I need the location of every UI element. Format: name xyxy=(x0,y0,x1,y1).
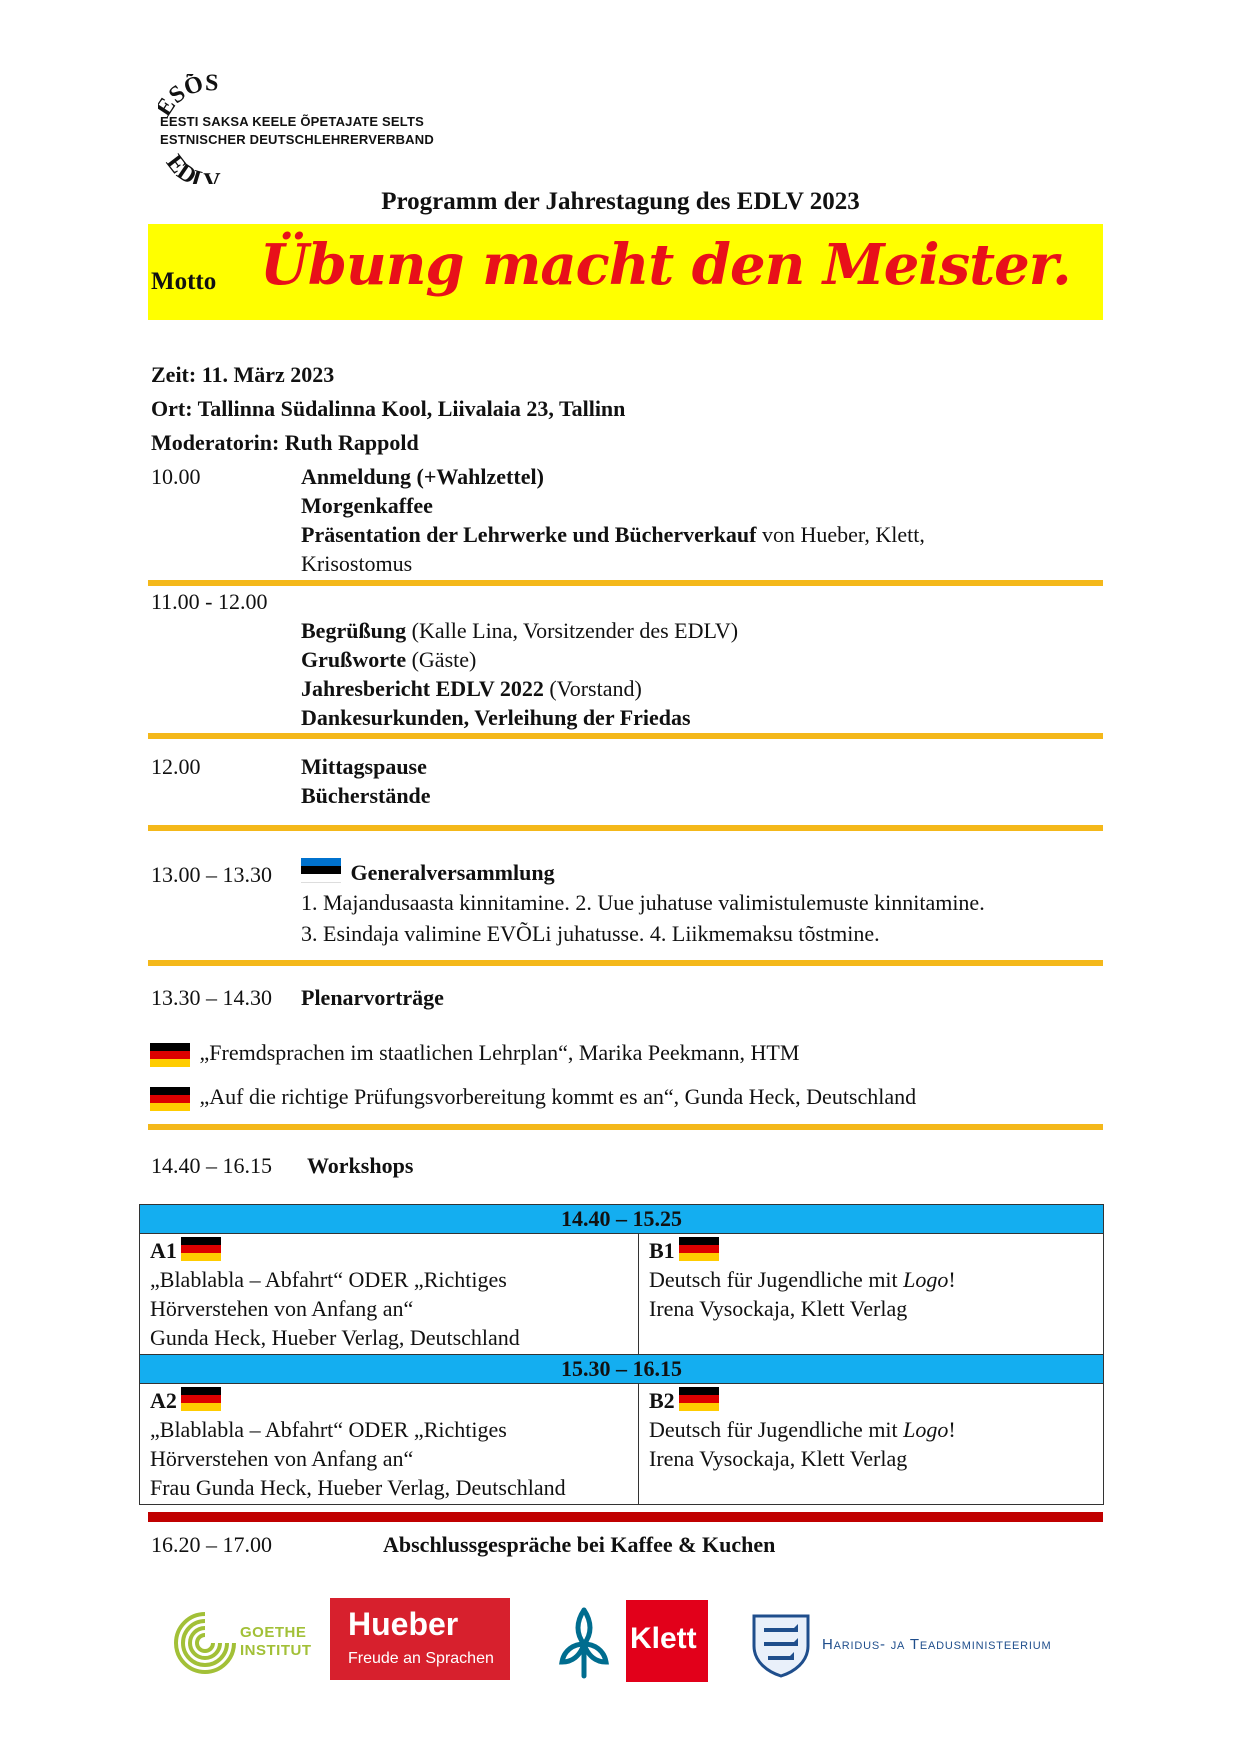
time-1300: 13.00 – 13.30 xyxy=(151,862,272,887)
motto-text: Übung macht den Meister. xyxy=(260,232,1071,298)
estonian-coat-of-arms-icon xyxy=(750,1612,812,1678)
b1-pre: Deutsch für Jugendliche mit xyxy=(649,1267,904,1292)
separator xyxy=(148,580,1103,586)
goethe-spiral-icon xyxy=(170,1608,240,1678)
german-flag-icon xyxy=(150,1043,190,1067)
workshop-a1-line3: Gunda Heck, Hueber Verlag, Deutschland xyxy=(150,1325,520,1350)
generalversammlung-title: Generalversammlung xyxy=(350,860,555,885)
item-krisostomus: Krisostomus xyxy=(301,551,413,576)
b1-post: ! xyxy=(948,1267,956,1292)
workshop-b2-line2: Irena Vysockaja, Klett Verlag xyxy=(649,1446,908,1471)
hueber-tagline: Freude an Sprachen xyxy=(348,1650,494,1667)
b2-logo-italic: Logo xyxy=(903,1417,949,1442)
info-zeit: Zeit: 11. März 2023 xyxy=(151,362,335,387)
workshop-slot-row xyxy=(140,1205,1104,1234)
edlv-logo-arcs xyxy=(158,74,458,184)
workshops-table xyxy=(139,1204,1104,1505)
time-1620: 16.20 – 17.00 xyxy=(151,1532,272,1557)
praesentation-rest: von Hueber, Klett, xyxy=(756,522,925,547)
info-moderatorin: Moderatorin: Ruth Rappold xyxy=(151,430,419,455)
block-1300 xyxy=(301,858,1101,948)
logo-line-2: ESTNISCHER DEUTSCHLEHRERVERBAND xyxy=(160,132,434,147)
jahresbericht-bold: Jahresbericht EDLV 2022 xyxy=(301,676,544,701)
grussworte-bold: Grußworte xyxy=(301,647,407,672)
goethe-line-2: INSTITUT xyxy=(240,1642,312,1659)
workshop-a1-line1: „Blablabla – Abfahrt“ ODER „Richtiges xyxy=(150,1267,507,1292)
workshop-code: B2 xyxy=(649,1388,675,1413)
talk-1 xyxy=(150,1038,799,1067)
workshop-b2 xyxy=(639,1384,1104,1505)
workshop-code: B1 xyxy=(649,1238,675,1263)
german-flag-icon xyxy=(181,1237,221,1261)
item-dankesurkunden: Dankesurkunden, Verleihung der Friedas xyxy=(301,705,691,730)
generalversammlung-heading xyxy=(301,858,1101,887)
workshop-a1 xyxy=(140,1234,639,1355)
b2-post: ! xyxy=(948,1417,956,1442)
time-1100: 11.00 - 12.00 xyxy=(151,589,268,614)
ministry-logo xyxy=(750,1612,1090,1678)
separator xyxy=(148,825,1103,831)
german-flag-icon xyxy=(679,1237,719,1261)
motto-label: Motto xyxy=(151,268,217,295)
klett-box xyxy=(626,1600,708,1682)
talk-2 xyxy=(150,1082,916,1111)
ministry-name: Haridus- ja Teadusministeerium xyxy=(822,1636,1052,1653)
workshop-b1-line1 xyxy=(649,1265,1093,1294)
klett-clover-icon xyxy=(556,1600,612,1682)
hueber-name: Hueber xyxy=(348,1606,459,1642)
item-anmeldung: Anmeldung (+Wahlzettel) xyxy=(301,464,544,489)
workshop-a2-line3: Frau Gunda Heck, Hueber Verlag, Deutschland xyxy=(150,1475,566,1500)
begruessung-rest: (Kalle Lina, Vorsitzender des EDLV) xyxy=(406,618,739,643)
time-1440: 14.40 – 16.15 xyxy=(151,1153,272,1178)
workshop-code: A1 xyxy=(150,1238,177,1263)
abschluss-title: Abschlussgespräche bei Kaffee & Kuchen xyxy=(383,1532,776,1557)
logo-arc-top: SÕS xyxy=(164,74,219,109)
workshops-title: Workshops xyxy=(307,1153,414,1178)
workshop-row xyxy=(140,1234,1104,1355)
separator xyxy=(148,1124,1103,1130)
workshop-b1-line2: Irena Vysockaja, Klett Verlag xyxy=(649,1296,908,1321)
info-ort: Ort: Tallinna Südalinna Kool, Liivalaia 23, Tallinn xyxy=(151,396,626,421)
item-buecherstaende: Bücherstände xyxy=(301,783,431,808)
workshop-slot-2: 15.30 – 16.15 xyxy=(140,1355,1104,1384)
motto-band xyxy=(148,224,1103,320)
goethe-institut-logo xyxy=(170,1608,320,1678)
german-flag-icon xyxy=(679,1387,719,1411)
item-morgenkaffee: Morgenkaffee xyxy=(301,493,433,518)
klett-logo xyxy=(556,1600,711,1682)
german-flag-icon xyxy=(150,1087,190,1111)
workshop-a2-line2: Hörverstehen von Anfang an“ xyxy=(150,1446,414,1471)
praesentation-bold: Präsentation der Lehrwerke und Bücherverkauf xyxy=(301,522,757,547)
time-1000: 10.00 xyxy=(151,464,201,489)
separator xyxy=(148,733,1103,739)
goethe-line-1: GOETHE xyxy=(240,1624,307,1641)
b2-pre: Deutsch für Jugendliche mit xyxy=(649,1417,904,1442)
hueber-logo xyxy=(330,1598,510,1680)
item-begruessung xyxy=(301,616,1091,645)
page-title: Programm der Jahrestagung des EDLV 2023 xyxy=(381,188,860,215)
workshop-slot-row xyxy=(140,1355,1104,1384)
plenarvortraege-title: Plenarvorträge xyxy=(301,985,444,1010)
workshop-a2 xyxy=(140,1384,639,1505)
workshop-code: A2 xyxy=(150,1388,177,1413)
time-1200: 12.00 xyxy=(151,754,201,779)
logo-arc-bottom: EDLV xyxy=(160,150,221,184)
item-mittagspause: Mittagspause xyxy=(301,754,427,779)
grussworte-rest: (Gäste) xyxy=(406,647,477,672)
svg-text:EDLV xyxy=(161,150,222,184)
edlv-logo xyxy=(158,74,458,184)
agenda-line-2: 3. Esindaja valimine EVÕLi juhatusse. 4. Liikmemaksu tõstmine. xyxy=(301,921,880,946)
jahresbericht-rest: (Vorstand) xyxy=(543,676,642,701)
separator xyxy=(148,960,1103,966)
time-1330: 13.30 – 14.30 xyxy=(151,985,272,1010)
item-praesentation xyxy=(301,520,1091,549)
final-separator xyxy=(148,1512,1103,1522)
workshop-b2-line1 xyxy=(649,1415,1093,1444)
workshop-slot-1: 14.40 – 15.25 xyxy=(140,1205,1104,1234)
b1-logo-italic: Logo xyxy=(903,1267,949,1292)
workshop-a2-line1: „Blablabla – Abfahrt“ ODER „Richtiges xyxy=(150,1417,507,1442)
workshop-a1-line2: Hörverstehen von Anfang an“ xyxy=(150,1296,414,1321)
talk-1-text: „Fremdsprachen im staatlichen Lehrplan“, Marika Peekmann, HTM xyxy=(199,1040,800,1065)
begruessung-bold: Begrüßung xyxy=(301,618,407,643)
agenda-line-1: 1. Majandusaasta kinnitamine. 2. Uue juhatuse valimistulemuste kinnitamine. xyxy=(301,890,985,915)
estonian-flag-icon xyxy=(301,858,341,883)
klett-name: Klett xyxy=(630,1622,697,1655)
logo-line-1: EESTI SAKSA KEELE ÕPETAJATE SELTS xyxy=(160,114,424,129)
block-1000 xyxy=(301,462,1091,578)
item-grussworte xyxy=(301,645,1091,674)
workshop-b1 xyxy=(639,1234,1104,1355)
talk-2-text: „Auf die richtige Prüfungsvorbereitung kommt es an“, Gunda Heck, Deutschland xyxy=(199,1084,917,1109)
german-flag-icon xyxy=(181,1387,221,1411)
block-1200 xyxy=(301,752,431,810)
block-1100 xyxy=(301,616,1091,732)
item-jahresbericht xyxy=(301,674,1091,703)
workshop-row xyxy=(140,1384,1104,1505)
